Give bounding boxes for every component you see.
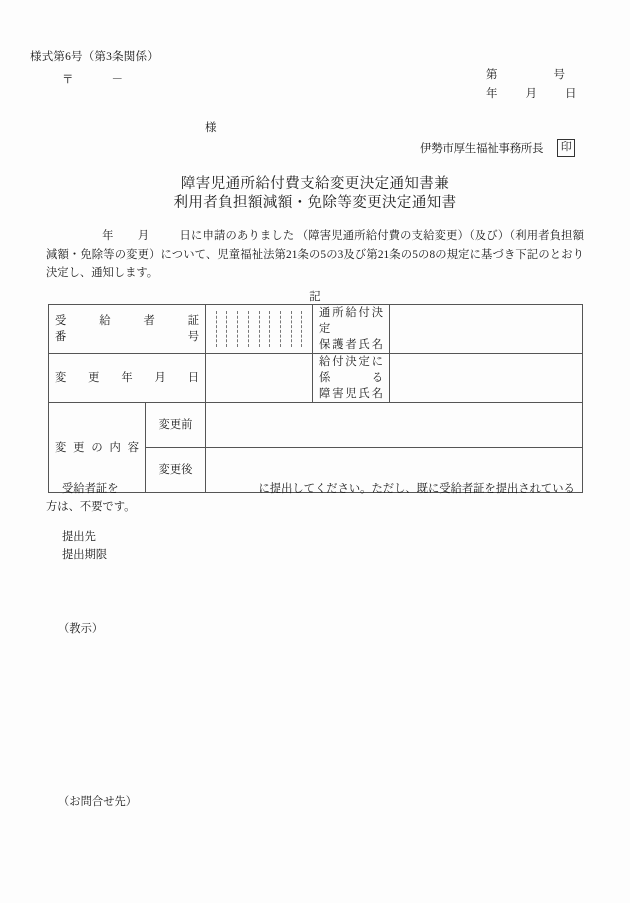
receipt-number-cell[interactable] [260, 311, 271, 347]
submit-deadline-label: 提出期限 [62, 549, 108, 561]
table-row-change-before [49, 403, 583, 448]
receipt-number-cell[interactable] [217, 311, 228, 347]
addressee-honorific: 様 [205, 122, 217, 134]
body-tail: について、児童福祉法第21条の5の3及び第21条の5の8の規定に基づき下記のとおり決定し、通知します。 [46, 248, 584, 279]
issuer-row [420, 139, 575, 157]
change-before-label [146, 403, 206, 448]
submit-to-label: 提出先 [62, 531, 96, 543]
receipt-number-cell[interactable] [292, 311, 303, 347]
document-number-suffix: 号 [553, 69, 565, 81]
body-date-month: 月 [137, 230, 150, 242]
child-name-label-line-1: 給付決定に係る [319, 356, 384, 384]
receipt-number-label-line-1: 受給者証 [55, 315, 200, 327]
document-date-line [486, 85, 577, 101]
receipt-number-label [49, 305, 206, 354]
document-number-line [486, 66, 565, 82]
decision-table [48, 304, 583, 493]
change-date-label-text: 変更年月日 [55, 372, 200, 384]
submission-info-list [62, 528, 107, 564]
table-row-receipt-number [49, 305, 583, 354]
body-clause-3: （利用者負担額減額・免除等の変更） [46, 230, 584, 261]
form-number-label: 様式第6号（第3条関係） [30, 51, 159, 63]
postal-separator: － [111, 74, 123, 86]
postal-code-line [62, 71, 123, 87]
body-date-year: 年 [102, 230, 114, 242]
receipt-cert-note-prefix: 受給者証を [62, 483, 119, 495]
table-row-change-date [49, 354, 583, 403]
guardian-name-label-line-2: 保護者氏名 [319, 339, 384, 351]
change-before-label-text: 変更前 [158, 419, 193, 431]
receipt-number-cell[interactable] [238, 311, 249, 347]
child-name-label [313, 354, 390, 403]
date-year-label: 年 [486, 88, 498, 100]
change-date-label [49, 354, 206, 403]
date-day-label: 日 [565, 88, 577, 100]
receipt-number-cell[interactable] [249, 311, 260, 347]
page-title-line-1: 障害児通所給付費支給変更決定通知書兼 [180, 176, 450, 192]
receipt-number-label-line-2: 番 号 [55, 331, 200, 343]
change-content-label [49, 403, 146, 493]
receipt-number-boxes[interactable] [206, 305, 313, 354]
body-clause-1: （障害児通所給付費の支給変更） [296, 230, 470, 242]
date-month-label: 月 [525, 88, 537, 100]
document-number-prefix: 第 [486, 69, 498, 81]
child-name-label-line-2: 障害児氏名 [319, 388, 384, 400]
change-after-label-text: 変更後 [158, 464, 193, 476]
change-content-label-text: 変更の内容 [55, 441, 139, 454]
postal-mark-icon: 〒 [62, 74, 74, 86]
page-title-line-2: 利用者負担額減額・免除等変更決定通知書 [173, 195, 457, 211]
body-paragraph [46, 227, 584, 283]
change-date-value[interactable] [206, 354, 313, 403]
body-date-day: 日に申請のありました [179, 230, 295, 242]
change-before-value[interactable] [206, 403, 583, 448]
receipt-number-cell[interactable] [270, 311, 281, 347]
contact-section-label: （お問合せ先） [58, 796, 138, 808]
issuer-name: 伊勢市厚生福祉事務所長 [420, 143, 544, 155]
guardian-name-label [313, 305, 390, 354]
child-name-value[interactable] [390, 354, 583, 403]
receipt-number-cell[interactable] [206, 311, 217, 347]
page-title [0, 175, 630, 213]
seal-stamp-box: 印 [557, 139, 575, 157]
body-clause-2: （及び） [469, 230, 510, 242]
receipt-number-box-row [206, 311, 312, 347]
instruction-section-label: （教示） [58, 623, 104, 635]
receipt-number-cell[interactable] [302, 311, 312, 347]
guardian-name-label-line-1: 通所給付決定 [319, 307, 384, 335]
guardian-name-value[interactable] [390, 305, 583, 354]
ki-mark: 記 [309, 291, 321, 303]
receipt-number-cell[interactable] [227, 311, 238, 347]
receipt-number-cell[interactable] [281, 311, 292, 347]
receipt-cert-note-middle: に提出してください。ただし、既に受給者証を提出されている方は、不要です。 [46, 483, 575, 513]
receipt-certificate-note [46, 480, 586, 516]
